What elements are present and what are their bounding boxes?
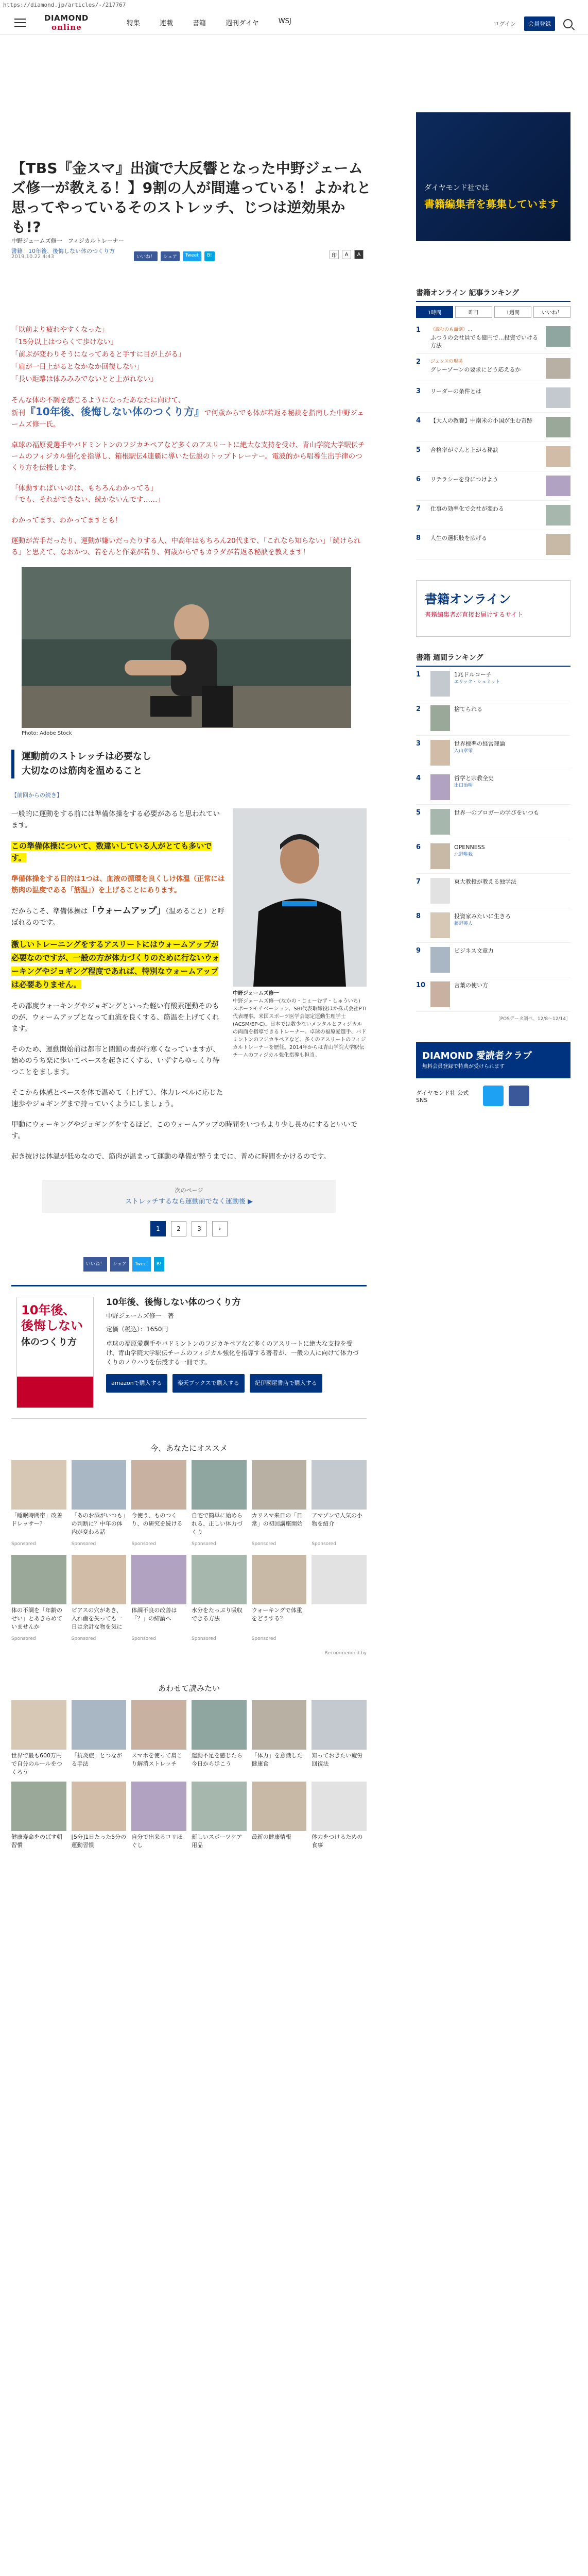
also-read-title: [5分]1日たった5分の運動習慣 bbox=[71, 1834, 127, 1849]
book-rank-title: 東大教授が教える独学法 bbox=[454, 878, 516, 885]
author-photo bbox=[233, 808, 367, 987]
ranking-tag: ジェンスの現場 bbox=[430, 359, 463, 364]
sidebar: ダイヤモンド社では 書籍編集者を募集しています 書籍オンライン 記事ランキング 1時間 昨日 1週間 いいね！ 1 （読むのも面倒）… ふつうの会社員でも億円で…投資でいける方法 2 ジェンスの現場 グレーゾーンの要求にどう応えるか 3 リーダーの条件とは 4 【大人の教養】中南米の小国が生む奇跡 5 合格率がぐんと上がる秘訣 6 リテラシーを身につけよう 7 仕事の効率化で会社が変わる 8 人生の選択肢を広げる 書籍オンライン 書籍編集者が直接お届けするサイト 書籍 週間ランキング 1 1兆ドルコーチ エリック・シュミット 2 捨てられる 3 世界標準の経営理論 入山章栄 4 哲学と宗教全史 出口治明 5 世界一のブロガーの学びをいつも 6 OPENNESS 北野唯我 7 東大教授が教える独学法 8 投資家みたいに生きろ 藤野英人 9 ビジネス文章力 10 言葉の使い方 ［POSデータ調べ、12/8〜12/14］ DIAMOND 愛読者クラブ 無料会員登録で特典が受けられます ダイヤモンド社 公式SNS bbox=[416, 35, 570, 1106]
article-body bbox=[11, 324, 367, 1858]
book-rank-item[interactable] bbox=[416, 839, 570, 874]
book-rank-title: OPENNESS bbox=[454, 844, 485, 851]
rank-number: 1 bbox=[416, 671, 421, 679]
also-read-card[interactable] bbox=[192, 1700, 247, 1776]
also-read-thumbnail bbox=[131, 1782, 186, 1831]
intro-quotes: 「以前より疲れやすくなった」 「15分以上はつらくて歩けない」 「前ぶが変わりそうになってあると手すに目が上がる」 「肩が一日上がるとなかなか回復しない」 「長い距離は体みみみでないとと上がれない」 bbox=[11, 326, 185, 383]
recommend-source: Sponsored bbox=[71, 1636, 96, 1641]
ranking-thumbnail bbox=[546, 505, 570, 526]
book-rank-text bbox=[454, 912, 570, 928]
book-rank-text bbox=[454, 705, 570, 713]
tweet-button[interactable]: Tweet bbox=[183, 251, 201, 261]
ranking-text bbox=[430, 358, 542, 374]
book-rank-item[interactable] bbox=[416, 908, 570, 943]
intro-paragraph: 「体動すればいいのは、もちろんわかってる」 「でも、それができない、続かないんです……」 bbox=[11, 484, 164, 504]
facebook-share-button[interactable]: シェア bbox=[110, 1257, 129, 1272]
also-read-title: 「抗炎症」とつながる手法 bbox=[71, 1752, 123, 1767]
also-read-card[interactable] bbox=[192, 1782, 247, 1858]
ranking-text bbox=[430, 387, 542, 395]
article-date: 2019.10.22 4:43 bbox=[11, 254, 54, 260]
section-paragraph: この準備体操について、数違いしている人がとても多いです。 bbox=[11, 841, 212, 862]
rank-number: 7 bbox=[416, 505, 421, 513]
buy-amazon-button[interactable]: amazonで購入する bbox=[106, 1374, 167, 1393]
ranking-title: ふつうの会社員でも億円で…投資でいける方法 bbox=[430, 334, 538, 349]
intro-paragraph: 卓球の福原愛選手やバドミントンのフジカキペアなど多くのアスリートに絶大な支持を受け、青山学院大学駅伝チームのフィジカル強化を指導し、箱根駅伝4連覇に導いた伝説のトップトレーナー。電波的から唱導生出手律のつくり方を伝授します。 bbox=[11, 441, 365, 472]
recommend-source: Sponsored bbox=[131, 1541, 156, 1547]
ranking-item[interactable] bbox=[416, 413, 570, 442]
section-paragraph: 起き抜けは体温が低めなので、筋肉が温まって運動の準備が整うまでに、普めに時間をかけるのです。 bbox=[11, 1153, 331, 1161]
recommend-thumbnail bbox=[252, 1460, 307, 1510]
recommend-source: Sponsored bbox=[191, 1541, 216, 1547]
also-read-card[interactable] bbox=[72, 1782, 127, 1858]
book-rank-title: 世界標準の経営理論 bbox=[454, 740, 505, 747]
recommend-source: Sponsored bbox=[251, 1636, 276, 1641]
book-author: 中野ジェームズ修一 著 bbox=[106, 1312, 174, 1319]
tab-1week[interactable]: 1週間 bbox=[494, 306, 531, 318]
buy-kinokuniya-button[interactable]: 紀伊國屋書店で購入する bbox=[250, 1374, 322, 1393]
font-small-icon[interactable]: A bbox=[342, 250, 351, 259]
also-read-title: 健康寿命をのばす朝習慣 bbox=[11, 1834, 62, 1849]
recommend-card[interactable] bbox=[131, 1555, 186, 1645]
recommend-card[interactable] bbox=[72, 1460, 127, 1550]
section-paragraph: 一般的に運動をする前には準備体操をする必要があると思われています。 bbox=[11, 810, 220, 829]
search-icon[interactable] bbox=[563, 19, 573, 28]
book-rank-item[interactable] bbox=[416, 770, 570, 805]
intro-paragraph: 運動が苦手だったり、運動が嫌いだったりする人、中高年はもちろん20代まで、「これなら知らない」「続けられる」と思えて、なおかつ、若をんと作業が若り、何歳からでもカラダが若返る秘訣を教えます！ bbox=[11, 537, 361, 556]
section-paragraph: その都度ウォーキングやジョギングといった軽い有酸素運動そのものが、ウォームアップとなって血流を良くする、筋温を上げてくれます。 bbox=[11, 1002, 219, 1033]
recommend-source: Sponsored bbox=[251, 1541, 276, 1547]
book-rank-item[interactable] bbox=[416, 977, 570, 1012]
also-read-thumbnail bbox=[192, 1782, 247, 1831]
book-cover-thumbnail bbox=[430, 843, 450, 869]
book-rank-author: 藤野英人 bbox=[454, 921, 473, 926]
rank-number: 8 bbox=[416, 912, 421, 920]
site-header bbox=[0, 10, 588, 35]
book-share-bar bbox=[83, 1257, 367, 1272]
book-ranking: 書籍 週間ランキング 1 1兆ドルコーチ エリック・シュミット 2 捨てられる 3 世界標準の経営理論 入山章栄 4 哲学と宗教全史 出口治明 5 世界一のブロガーの学びをいつも 6 OPENNESS 北野唯我 7 東大教授が教える独学法 8 投資家みたいに生きろ 藤野英人 9 ビジネス文章力 10 言葉の使い方 ［POSデータ調べ、12/8〜12/14］ bbox=[416, 652, 570, 1022]
book-rank-text bbox=[454, 671, 570, 686]
ranking-thumbnail bbox=[546, 534, 570, 555]
book-online-ad[interactable]: 書籍オンライン 書籍編集者が直接お届けするサイト bbox=[416, 580, 570, 637]
rank-number: 1 bbox=[416, 326, 421, 334]
hatena-button[interactable]: B! bbox=[204, 251, 215, 261]
print-icon[interactable]: 印 bbox=[330, 250, 339, 259]
section-heading: 運動前のストレッチは必要なし 大切なのは筋肉を温めること bbox=[11, 750, 367, 778]
facebook-like-button[interactable]: いいね！ bbox=[83, 1257, 107, 1272]
rank-number: 6 bbox=[416, 476, 421, 483]
recommend-card[interactable] bbox=[312, 1555, 367, 1645]
book-rank-item[interactable] bbox=[416, 874, 570, 908]
ranking-tag: （読むのも面倒）… bbox=[430, 327, 473, 332]
ranking-thumbnail bbox=[546, 387, 570, 408]
page-2[interactable]: 2 bbox=[171, 1221, 186, 1236]
also-read-title: 最新の健康情報 bbox=[251, 1834, 291, 1840]
previous-link[interactable]: 【前回からの続き】 bbox=[11, 792, 62, 799]
rank-number: 9 bbox=[416, 947, 421, 955]
book-cover-thumbnail bbox=[430, 912, 450, 938]
ranking-item[interactable] bbox=[416, 442, 570, 471]
also-read-card[interactable] bbox=[72, 1700, 127, 1776]
book-rank-text bbox=[454, 843, 570, 859]
recommend-title bbox=[312, 1606, 367, 1631]
recommend-source: Sponsored bbox=[11, 1541, 36, 1547]
book-cover-thumbnail bbox=[430, 809, 450, 835]
section-paragraph: だからこそ、準備体操は「ウォームアップ」（温めること）と呼ばれるのです。 bbox=[11, 906, 225, 927]
photo-credit: Photo: Adobe Stock bbox=[22, 731, 72, 736]
book-cover-thumbnail bbox=[430, 774, 450, 800]
recommend-thumbnail bbox=[252, 1555, 307, 1604]
recommend-card[interactable] bbox=[11, 1460, 66, 1550]
stretching-person-image bbox=[22, 567, 351, 728]
book-rank-author: 入山章栄 bbox=[454, 749, 473, 754]
book-rank-item[interactable] bbox=[416, 667, 570, 701]
book-rank-title: 投資家みたいに生きろ bbox=[454, 913, 511, 920]
book-cover-thumbnail bbox=[430, 878, 450, 904]
nav-item[interactable]: WSJ bbox=[278, 18, 291, 25]
browser-url: https://diamond.jp/articles/-/217767 bbox=[0, 0, 588, 10]
ranking-text bbox=[430, 505, 542, 513]
ranking-item[interactable] bbox=[416, 501, 570, 530]
book-rank-title: 言葉の使い方 bbox=[454, 982, 488, 989]
also-read-title: 知っておきたい疲労回復法 bbox=[312, 1752, 363, 1767]
club-banner[interactable]: DIAMOND 愛読者クラブ 無料会員登録で特典が受けられます bbox=[416, 1042, 570, 1078]
recommend-thumbnail bbox=[192, 1460, 247, 1510]
ranking-text bbox=[430, 476, 542, 483]
also-read-title: 世界で最も600万円で自分のルールをつくろう bbox=[11, 1752, 62, 1775]
rank-number: 3 bbox=[416, 387, 421, 395]
book-rank-item[interactable] bbox=[416, 701, 570, 736]
rank-number: 2 bbox=[416, 705, 421, 713]
ranking-item[interactable] bbox=[416, 471, 570, 501]
book-cover-thumbnail bbox=[430, 740, 450, 766]
book-cover-thumbnail bbox=[430, 671, 450, 697]
recommend-card[interactable] bbox=[252, 1460, 307, 1550]
recommend-title: アマゾンで人気の小物を紹介 bbox=[312, 1512, 362, 1527]
recommend-card[interactable] bbox=[312, 1460, 367, 1550]
page-1[interactable]: 1 bbox=[150, 1221, 166, 1236]
facebook-like-button[interactable]: いいね！ bbox=[134, 251, 158, 261]
also-read-card[interactable] bbox=[312, 1700, 367, 1776]
recommend-card[interactable] bbox=[192, 1460, 247, 1550]
also-read-title: 新しいスポーツケア用品 bbox=[191, 1834, 243, 1849]
ranking-thumbnail bbox=[546, 476, 570, 496]
also-read-card[interactable] bbox=[252, 1782, 307, 1858]
recommend-card[interactable] bbox=[72, 1555, 127, 1645]
ranking-title: リテラシーを身につけよう bbox=[430, 476, 498, 483]
section-paragraph: 甲動にウォーキングやジョギングをするほど、このウォームアップの時間をいつもより少し長めにするといいです。 bbox=[11, 1121, 357, 1140]
book-title: 10年後、後悔しない体のつくり方 bbox=[106, 1297, 241, 1308]
also-read-thumbnail bbox=[192, 1700, 247, 1750]
recommend-title: 水分をたっぷり吸収できる方法 bbox=[191, 1607, 243, 1622]
also-read-thumbnail bbox=[131, 1700, 186, 1750]
recommend-title: 体調不良の改善は「？」の結論へ bbox=[131, 1607, 177, 1622]
rank-number: 8 bbox=[416, 534, 421, 542]
book-rank-title: 世界一のブロガーの学びをいつも bbox=[454, 809, 539, 816]
recommend-source: Sponsored bbox=[312, 1541, 336, 1547]
rank-number: 4 bbox=[416, 417, 421, 425]
intro-paragraph: そんな体の不調を感じるようになったあなたに向けて、 新刊『10年後、後悔しない体のつくり方』で何歳からでも体が若返る秘訣を指南した中野ジェームズ修一氏。 bbox=[11, 396, 364, 429]
article-author[interactable]: 中野ジェームズ修一 フィジカルトレーナー bbox=[11, 238, 124, 244]
rank-number: 2 bbox=[416, 358, 421, 366]
rank-number: 3 bbox=[416, 740, 421, 748]
rank-number: 5 bbox=[416, 446, 421, 454]
ranking-title: 仕事の効率化で会社が変わる bbox=[430, 505, 504, 512]
also-read-card[interactable] bbox=[11, 1700, 66, 1776]
ranking-tabs bbox=[416, 306, 570, 318]
article-ranking bbox=[416, 287, 570, 560]
also-read-title: 体力をつけるための食事 bbox=[312, 1834, 363, 1849]
book-rank-text bbox=[454, 947, 570, 955]
recommend-title: ピアスの穴があき、入れ歯を失っても一日は余計な物を気に bbox=[71, 1607, 123, 1630]
book-rank-text bbox=[454, 740, 570, 755]
recommend-source: Sponsored bbox=[71, 1541, 96, 1547]
section-paragraph: 準備体操をする目的は1つは、血液の循環を良くしけ体温（正常には筋肉の温度である「筋温」）を上げることにあります。 bbox=[11, 875, 225, 894]
book-rank-text bbox=[454, 981, 570, 989]
recommend-thumbnail bbox=[131, 1555, 186, 1604]
ranking-title: 【大人の教養】中南米の小国が生む奇跡 bbox=[430, 417, 532, 424]
recommend-source: Sponsored bbox=[11, 1636, 36, 1641]
hatena-button[interactable]: B! bbox=[154, 1257, 164, 1272]
tab-1hour[interactable]: 1時間 bbox=[416, 306, 453, 318]
tweet-button[interactable]: Tweet bbox=[132, 1257, 151, 1272]
login-link[interactable]: ログイン bbox=[493, 21, 516, 27]
recommend-thumbnail bbox=[131, 1460, 186, 1510]
ranking-title: グレーゾーンの要求にどう応えるか bbox=[430, 366, 521, 373]
book-rank-text bbox=[454, 878, 570, 886]
ranking-item[interactable] bbox=[416, 530, 570, 560]
book-cover-thumbnail bbox=[430, 947, 450, 973]
rank-number: 10 bbox=[416, 981, 426, 989]
ranking-text bbox=[430, 417, 542, 425]
also-read-card[interactable] bbox=[252, 1700, 307, 1776]
also-read-title: 運動不足を感じたら今日から歩こう bbox=[191, 1752, 243, 1767]
rank-number: 6 bbox=[416, 843, 421, 851]
nav-item[interactable]: 書籍 bbox=[193, 20, 206, 27]
section-paragraph: そこから体感とペースを体で温めて（上げて）、体力レベルに応じた速歩やジョギングまで持っていくようにしましょう。 bbox=[11, 1089, 223, 1108]
rank-number: 4 bbox=[416, 774, 421, 782]
book-rank-author: 北野唯我 bbox=[454, 852, 473, 857]
recommend-thumbnail bbox=[312, 1555, 367, 1604]
also-read-card[interactable] bbox=[131, 1700, 186, 1776]
recommend-title: 自宅で簡単に始められる、正しい体力づくり bbox=[191, 1512, 243, 1535]
also-read-card[interactable] bbox=[131, 1782, 186, 1858]
recommended-by[interactable]: Recommended by bbox=[324, 1651, 367, 1656]
book-rank-text bbox=[454, 774, 570, 790]
register-button[interactable]: 会員登録 bbox=[524, 16, 555, 31]
book-cover-thumbnail bbox=[430, 981, 450, 1007]
recommend-source: Sponsored bbox=[131, 1636, 156, 1641]
next-page-arrow[interactable]: › bbox=[212, 1221, 228, 1236]
book-rank-title: 1兆ドルコーチ bbox=[454, 671, 492, 678]
nav-item[interactable]: 週刊ダイヤ bbox=[226, 20, 259, 27]
facebook-share-button[interactable]: シェア bbox=[161, 251, 180, 261]
intro-paragraph: わかってます、わかってますとも！ bbox=[11, 516, 122, 524]
ranking-thumbnail bbox=[546, 326, 570, 347]
recommend-card[interactable] bbox=[131, 1460, 186, 1550]
recommend-thumbnail bbox=[72, 1460, 127, 1510]
article-photo bbox=[22, 567, 351, 728]
ranking-title: 人生の選択肢を広げる bbox=[430, 535, 487, 541]
recommend-thumbnail bbox=[11, 1555, 66, 1604]
also-read-card[interactable] bbox=[312, 1782, 367, 1858]
ranking-text bbox=[430, 446, 542, 454]
recommend-thumbnail bbox=[11, 1460, 66, 1510]
buy-rakuten-button[interactable]: 楽天ブックスで購入する bbox=[172, 1374, 245, 1393]
share-bar bbox=[134, 251, 215, 261]
book-rank-title: 哲学と宗教全史 bbox=[454, 775, 494, 782]
section-paragraph: そのため、運動開始前は都市と閉鎖の書が行寒くなっていますが、始めのうち楽に歩いてペースを起きにくする、いずすらゆっくり待つことをまします。 bbox=[11, 1045, 220, 1076]
also-read-grid bbox=[11, 1700, 367, 1858]
sidebar-ad[interactable]: ダイヤモンド社では 書籍編集者を募集しています bbox=[416, 112, 570, 241]
book-link[interactable]: 『10年後、後悔しない体のつくり方』 bbox=[25, 405, 204, 418]
also-read-title: 自分で出来るコリほぐし bbox=[131, 1834, 183, 1849]
article-tags[interactable]: 書籍 10年後、後悔しない体のつくり方 bbox=[11, 248, 115, 255]
book-cover-thumbnail bbox=[430, 705, 450, 731]
recommend-card[interactable] bbox=[252, 1555, 307, 1645]
recommend-heading: 今、あなたにオススメ bbox=[150, 1444, 228, 1453]
book-info-box bbox=[11, 1285, 367, 1419]
recommend-thumbnail bbox=[192, 1555, 247, 1604]
menu-icon[interactable] bbox=[14, 19, 26, 27]
twitter-icon[interactable] bbox=[483, 1086, 504, 1106]
also-read-thumbnail bbox=[11, 1700, 66, 1750]
recommend-title: 体の不調を「年齢のせい」とあきらめていませんか bbox=[11, 1607, 62, 1630]
nav-item[interactable]: 連載 bbox=[160, 20, 174, 27]
book-rank-title: 捨てられる bbox=[454, 706, 482, 713]
rank-number: 7 bbox=[416, 878, 421, 886]
also-read-thumbnail bbox=[72, 1782, 127, 1831]
recommend-thumbnail bbox=[72, 1555, 127, 1604]
also-read-title: 「体力」を意識した健康食 bbox=[251, 1752, 303, 1767]
also-read-thumbnail bbox=[11, 1782, 66, 1831]
ranking-thumbnail bbox=[546, 417, 570, 437]
book-rank-text bbox=[454, 809, 570, 817]
ranking-text bbox=[430, 534, 542, 542]
recommend-title: カリスマ来日の「日常」の初回講座開始 bbox=[251, 1512, 303, 1527]
print-tools bbox=[330, 250, 364, 259]
book-rank-item[interactable] bbox=[416, 943, 570, 977]
recommend-thumbnail bbox=[312, 1460, 367, 1510]
next-page-link[interactable]: 次のページ ストレッチするなら運動前でなく運動後 ▶ bbox=[42, 1180, 336, 1213]
recommend-card[interactable] bbox=[192, 1555, 247, 1645]
recommend-title: 「あのお酒がいつも」の判断に？中年の体内が変わる話 bbox=[71, 1512, 126, 1535]
ranking-title: 書籍オンライン 記事ランキング bbox=[416, 287, 570, 302]
book-cover[interactable]: 10年後、 後悔しない 体のつくり方 bbox=[16, 1297, 94, 1408]
global-nav bbox=[127, 18, 291, 27]
book-rank-author: 出口治明 bbox=[454, 783, 473, 788]
tab-likes[interactable]: いいね！ bbox=[533, 306, 570, 318]
facebook-icon[interactable] bbox=[509, 1086, 529, 1106]
pagination bbox=[11, 1221, 367, 1236]
article-title: 【TBS『金スマ』出演で大反響となった中野ジェームズ修一が教える！】9割の人が間違っている！よかれと思ってやっているそのストレッチ、じつは逆効果かも!? bbox=[11, 160, 371, 235]
author-profile: 中野ジェームズ修一 中野ジェームズ修一(なかの・じぇーむず・しゅういち) スポーツモチベーション、SBI代表取締役ほか株式会社PTI代表理事。米国スポーツ医学会認定運動生理学士(ACSM/EP-C)。日本では数少ないメンタルとフィジカルの両面を指導できるトレーナー。卓球の福原愛選手、バドミントンのフジカキペアなど、多くのアスリートのフィジカルトレーナーを歴任。2014年からは青山学院大学駅伝チームのフィジカル強化指導も担当。 bbox=[233, 808, 367, 1119]
recommend-title: ウォーキングで体重をどうする？ bbox=[251, 1607, 302, 1622]
ranking-thumbnail bbox=[546, 358, 570, 379]
page-3[interactable]: 3 bbox=[192, 1221, 207, 1236]
tab-yesterday[interactable]: 昨日 bbox=[455, 306, 492, 318]
also-read-card[interactable] bbox=[11, 1782, 66, 1858]
rank-number: 5 bbox=[416, 809, 421, 817]
ranking-item[interactable] bbox=[416, 322, 570, 354]
also-read-thumbnail bbox=[252, 1700, 307, 1750]
ranking-item[interactable] bbox=[416, 354, 570, 383]
also-read-thumbnail bbox=[312, 1782, 367, 1831]
book-description: 卓球の福原愛選手やバドミントンのフジカキペアなど多くのアスリートに絶大な支持を受け、青山学院大学駅伝チームのフィジカル強化を指導する著者が、一般の人に向けて体力づくりのノウハウを伝授する一冊です。 bbox=[106, 1340, 359, 1366]
recommend-grid bbox=[11, 1460, 367, 1645]
section-paragraph: 激しいトレーニングをするアスリートにはウォームアップが必要なのですが、一般の方が体力づくりのために行ないウォーキングやジョギング程度であれば、特別なウォームアップは必要ありません。 bbox=[11, 940, 220, 989]
book-rank-item[interactable] bbox=[416, 736, 570, 770]
book-price: 定価（税込）：1650円 bbox=[106, 1326, 168, 1333]
also-read-heading: あわせて読みたい bbox=[158, 1684, 220, 1693]
ranking-title: 合格率がぐんと上がる秘訣 bbox=[430, 447, 498, 453]
ranking-title: リーダーの条件とは bbox=[430, 388, 481, 395]
ranking-thumbnail bbox=[546, 446, 570, 467]
book-rank-author: エリック・シュミット bbox=[454, 680, 500, 685]
also-read-title: スマホを使って肩こり解消ストレッチ bbox=[131, 1752, 183, 1767]
also-read-thumbnail bbox=[252, 1782, 307, 1831]
font-large-icon[interactable]: A bbox=[354, 250, 364, 259]
ranking-item[interactable] bbox=[416, 383, 570, 413]
also-read-thumbnail bbox=[72, 1700, 127, 1750]
site-logo[interactable]: DIAMOND online bbox=[44, 13, 89, 32]
recommend-source: Sponsored bbox=[191, 1636, 216, 1641]
book-rank-title: ビジネス文章力 bbox=[454, 947, 494, 954]
also-read-thumbnail bbox=[312, 1700, 367, 1750]
book-rank-item[interactable] bbox=[416, 805, 570, 839]
recommend-title: 「睡眠時間帯」改善ドレッサー？ bbox=[11, 1512, 62, 1527]
recommend-title: 今使う、ものつくり、の研究を続ける bbox=[131, 1512, 183, 1527]
ranking-text bbox=[430, 326, 542, 349]
nav-item[interactable]: 特集 bbox=[127, 20, 141, 27]
recommend-card[interactable] bbox=[11, 1555, 66, 1645]
